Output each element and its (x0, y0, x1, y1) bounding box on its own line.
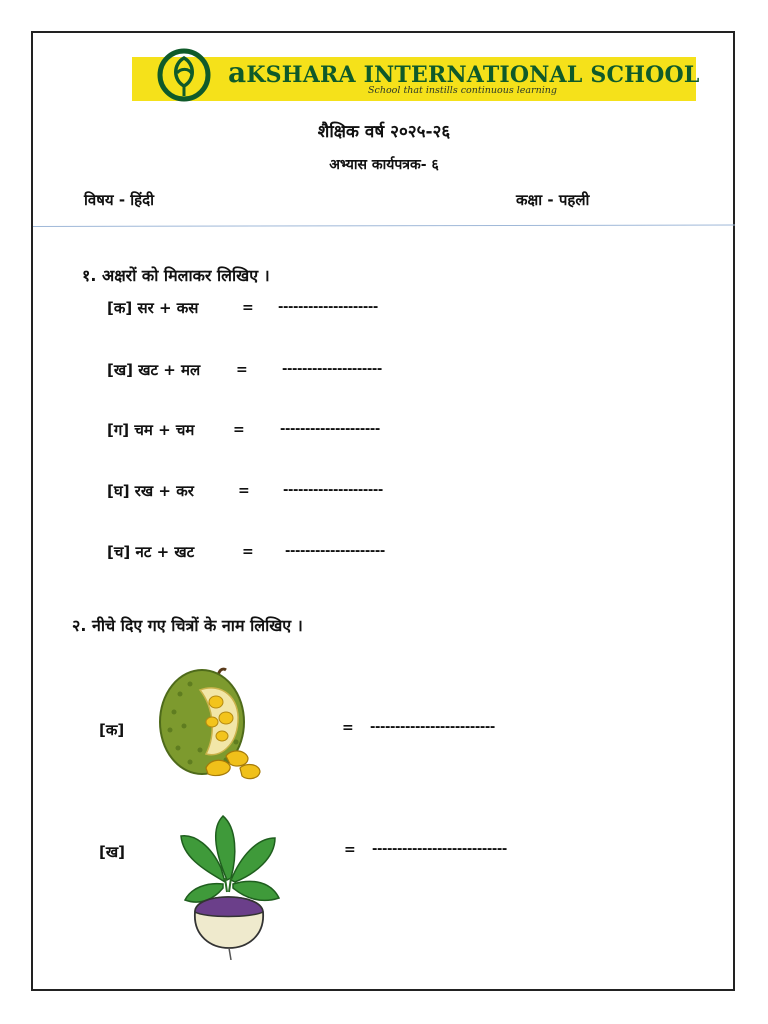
q2-item-equals: = (342, 720, 354, 736)
q2-answer-blank[interactable]: ------------------------- (370, 720, 495, 735)
school-logo-icon (155, 46, 213, 104)
question-2-title: २. नीचे दिए गए चित्रों के नाम लिखिए । (72, 616, 303, 635)
q2-item-label: [ख] (99, 843, 125, 861)
q1-item-equals: = (238, 483, 250, 499)
worksheet-title: अभ्यास कार्यपत्रक- ६ (329, 157, 439, 173)
class-label: कक्षा - पहली (516, 191, 590, 209)
q2-item-label: [क] (99, 721, 125, 739)
jackfruit-icon (150, 664, 270, 790)
q1-answer-blank[interactable]: -------------------- (282, 362, 382, 377)
q1-item-label: [ख] खट + मल (107, 361, 201, 379)
subject-label: विषय - हिंदी (84, 191, 154, 209)
q1-item-equals: = (242, 544, 254, 560)
school-name-initial: a (228, 56, 247, 89)
q1-item-label: [क] सर + कस (107, 299, 199, 317)
academic-year: शैक्षिक वर्ष २०२५-२६ (317, 122, 451, 142)
q1-item-equals: = (242, 300, 254, 316)
q1-item-label: [घ] रख + कर (107, 482, 194, 500)
q1-item-equals: = (236, 362, 248, 378)
school-tagline: School that instills continuous learning (368, 85, 557, 96)
question-1-title: १. अक्षरों को मिलाकर लिखिए । (82, 266, 270, 285)
q1-answer-blank[interactable]: -------------------- (285, 544, 385, 559)
school-name-rest: KSHARA INTERNATIONAL SCHOOL (246, 62, 700, 88)
q1-answer-blank[interactable]: -------------------- (280, 422, 380, 437)
turnip-icon (175, 812, 285, 960)
q1-answer-blank[interactable]: -------------------- (278, 300, 378, 315)
q1-item-equals: = (233, 422, 245, 438)
q2-answer-blank[interactable]: --------------------------- (372, 842, 507, 857)
q1-item-label: [च] नट + खट (107, 543, 195, 561)
q1-item-label: [ग] चम + चम (107, 421, 195, 439)
q1-answer-blank[interactable]: -------------------- (283, 483, 383, 498)
q2-item-equals: = (344, 842, 356, 858)
